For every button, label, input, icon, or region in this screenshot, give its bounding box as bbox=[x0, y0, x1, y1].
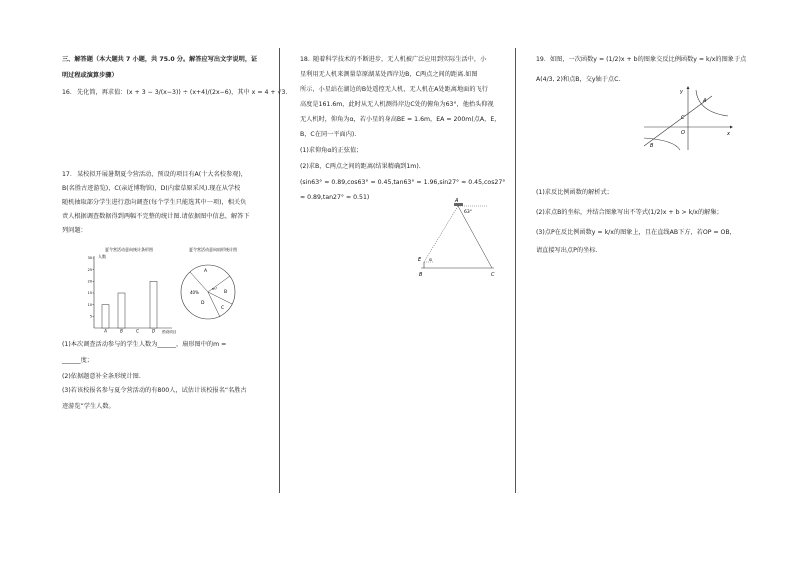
category-label-b: B bbox=[120, 328, 123, 334]
fig-label-c: C bbox=[491, 272, 495, 278]
pie-label-d: D bbox=[201, 301, 205, 306]
graph-label-b: B bbox=[650, 143, 654, 149]
q19-number: 19. bbox=[536, 56, 546, 63]
graph-label-y: y bbox=[680, 89, 683, 95]
q17-sub-1b: ______度； bbox=[62, 357, 93, 364]
column-divider-2 bbox=[515, 48, 516, 493]
q18-line-4: 高度是161.6m，此时从无人机测得岸边C处的俯角为63°，他抬头仰视 bbox=[300, 101, 494, 108]
fig-label-e: E bbox=[418, 257, 422, 263]
line-ac bbox=[458, 206, 492, 268]
bar-chart-title: 夏令营活动意向统计条形图 bbox=[105, 247, 153, 252]
q17-line-2: B(名胜古迹游览)，C(亲近博物馆)，D(内蒙草原采风).现在从学校 bbox=[62, 185, 241, 192]
pie-annotation-percent: 40% bbox=[190, 290, 199, 295]
graph-label-o: O bbox=[681, 130, 685, 136]
pie-chart-title: 夏令营活动意向扇形统计图 bbox=[189, 247, 237, 252]
q17-sub-3: (3)若该校报名参与夏令营活动的有800人，试估计该校报名“名胜古 bbox=[62, 387, 247, 394]
column-divider-1 bbox=[279, 48, 280, 493]
q19-sub-2: (2)求点B的坐标，并结合图象写出不等式(1/2)x + b > k/x的解集； bbox=[536, 209, 723, 216]
q16-text: 先化简，再求值：(x + 3 − 3/(x−3)) ÷ (x+4)/(2x−6)，其中 x = 4 + √3. bbox=[77, 89, 288, 96]
bar-chart-ylabel: 人数 bbox=[98, 254, 106, 259]
pie-annotation-m: m° bbox=[212, 287, 218, 291]
q18-ref-2: ≈ 0.89,tan27° ≈ 0.51) bbox=[300, 194, 370, 201]
q17-line-3: 随机抽取部分学生进行意向调查(每个学生只能选其中一项)，相关负 bbox=[62, 199, 247, 206]
q17-line-1: 某校拟开展暑期夏令营活动，预设的项目有A(十大名校参观)， bbox=[77, 171, 247, 178]
q18-number: 18. bbox=[300, 56, 310, 63]
hyperbola-branch-1 bbox=[696, 90, 728, 116]
line-ae bbox=[424, 206, 458, 262]
q18-line-1: 随着科学技术的不断进步，无人机被广泛应用到实际生活中，小 bbox=[313, 56, 487, 63]
q18-line-3: 所示，小星站在湖边的B处遥控无人机，无人机在A处距离地面的飞行 bbox=[300, 86, 488, 93]
q18-sub-2: (2)求B，C两点之间的距离(结果精确到1m). bbox=[300, 163, 421, 170]
y-tick-label: 30 bbox=[87, 256, 92, 261]
category-label-d: D bbox=[151, 328, 156, 334]
fig-angle-63: 63° bbox=[464, 210, 472, 215]
graph-label-a: A bbox=[703, 98, 707, 104]
pie-label-a: A bbox=[204, 269, 208, 274]
y-tick-label: 15 bbox=[87, 291, 92, 296]
y-tick-label: 5 bbox=[89, 314, 92, 319]
pie-chart bbox=[178, 244, 248, 334]
fig-label-a: A bbox=[455, 198, 459, 204]
line-ab bbox=[644, 96, 712, 146]
q16-number: 16. bbox=[62, 89, 72, 96]
q17-line-4: 责人根据调查数据得到两幅不完整的统计图.请依据图中信息，解答下 bbox=[62, 213, 250, 220]
section-title: 三、解答题（本大题共 7 小题，共 75.0 分。解答应写出文字说明，证 bbox=[62, 56, 258, 63]
q18-sub-1: (1)求仰角α的正弦值； bbox=[300, 147, 363, 154]
pie-label-b: B bbox=[224, 290, 228, 295]
q19-line-2: A(4/3, 2)和点B，交y轴于点C. bbox=[536, 76, 621, 83]
category-label-a: A bbox=[104, 328, 107, 334]
q18-line-6: B，C在同一平面内). bbox=[300, 131, 357, 138]
q17-number: 17. bbox=[62, 171, 72, 178]
bar-d bbox=[150, 281, 157, 328]
category-label-c: C bbox=[136, 328, 139, 334]
q18-line-5: 无人机时，仰角为α，若小星的身高BE = 1.6m，EA = 200m(点A，E， bbox=[300, 116, 501, 123]
graph-label-c: C bbox=[681, 115, 685, 121]
bar-chart bbox=[84, 244, 177, 334]
q18-line-2: 星利用无人机来测量草原湖某处西岸边B，C两点之间的距离.如图 bbox=[300, 71, 478, 78]
function-graph bbox=[640, 84, 735, 154]
graph-label-x: x bbox=[727, 131, 730, 137]
q17-sub-3b: 迹游览”学生人数。 bbox=[62, 403, 115, 410]
q17-sub-2: (2)依据题意补全条形统计图. bbox=[62, 373, 141, 380]
y-tick-label: 20 bbox=[87, 279, 92, 284]
fig-label-b: B bbox=[419, 272, 423, 278]
bar-a bbox=[102, 305, 109, 328]
y-tick-label: 10 bbox=[87, 302, 92, 307]
q17-line-5: 列问题： bbox=[62, 227, 87, 234]
q18-ref: (sin63° ≈ 0.89,cos63° ≈ 0.45,tan63° ≈ 1.96,sin27° ≈ 0.45,cos27° bbox=[300, 179, 506, 186]
pie-label-c: C bbox=[221, 306, 225, 311]
q19-sub-3b: 请直接写出点P的坐标. bbox=[536, 247, 598, 254]
drone-figure bbox=[410, 196, 510, 282]
q19-sub-1: (1)求反比例函数的解析式； bbox=[536, 189, 613, 196]
q17-sub-1: (1)本次调查活动参与的学生人数为______，扇形图中的m = bbox=[62, 341, 227, 348]
q19-line-1: 如图，一次函数y = (1/2)x + b的图象交反比例函数y = k/x的图象于点 bbox=[550, 56, 747, 63]
bar-b bbox=[118, 293, 125, 328]
y-tick-label: 25 bbox=[87, 267, 92, 272]
section-title-cont: 明过程或演算步骤） bbox=[62, 72, 118, 79]
fig-label-alpha: α bbox=[429, 258, 432, 263]
bar-chart-xlabel: 预设项目 bbox=[162, 330, 177, 334]
q19-sub-3: (3)点P在反比例函数y = k/x的图象上，且在直线AB下方，若OP = OB， bbox=[536, 229, 736, 236]
